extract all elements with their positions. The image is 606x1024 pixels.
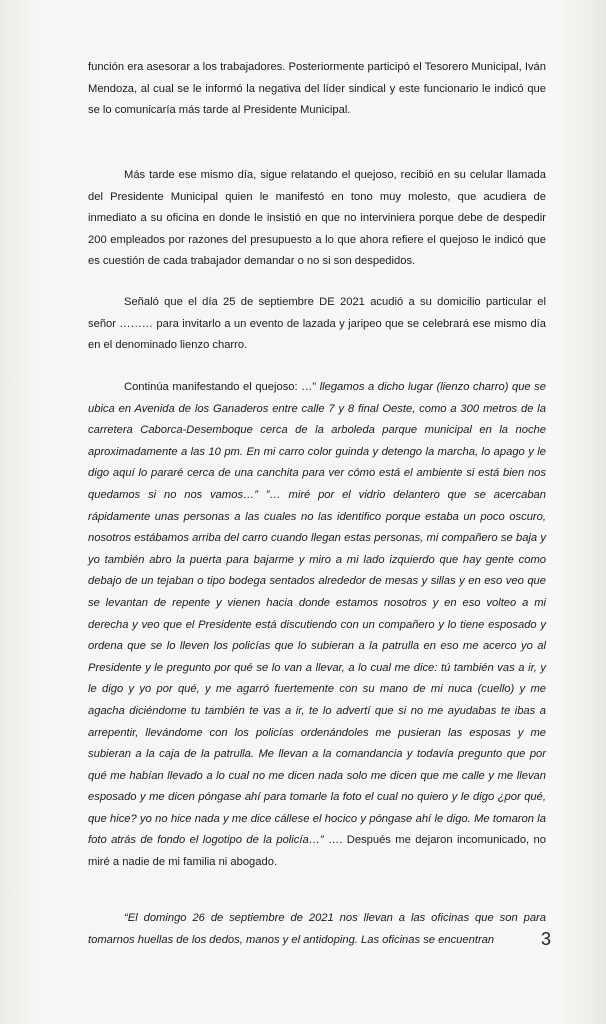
paragraph-4-tail: …. Después me dejaron incomunicado, no miré a nadie de mi familia ni abogado. xyxy=(88,834,547,869)
paragraph-3 xyxy=(88,292,546,357)
paragraph-1-text: función era asesorar a los trabajadores. Posteriormente participó el Tesorero Municipal, Iván Mendoza, al cual se le informó la negativa del líder sindical y este funcionario le indicó que se lo comunicaría más tarde al Presidente Municipal. xyxy=(88,61,546,117)
paragraph-4-lead: Continúa manifestando el quejoso: …” xyxy=(124,381,317,393)
paragraph-3-text: Señaló que el día 25 de septiembre DE 2021 acudió a su domicilio particular el señor ……… para invitarlo a un evento de lazada y jaripeo que se celebrará ese mismo día en el denominado lienzo charro. xyxy=(88,296,546,352)
paragraph-1 xyxy=(88,57,546,122)
paragraph-2 xyxy=(88,165,546,273)
paragraph-5 xyxy=(88,908,546,951)
paragraph-2-text: Más tarde ese mismo día, sigue relatando el quejoso, recibió en su celular llamada del Presidente Municipal quien le manifestó en tono muy molesto, que acudiera de inmediato a su oficina en donde le insistió en que no interviniera porque debe de despedir 200 empleados por razones del presupuesto a lo que ahora refiere el quejoso le indicó que es cuestión de cada trabajador demandar o no si son despedidos. xyxy=(88,169,546,268)
page-number: 3 xyxy=(540,929,551,949)
paragraph-5-text: “El domingo 26 de septiembre de 2021 nos llevan a las oficinas que son para tomarnos huellas de los dedos, manos y el antidoping. Las oficinas se encuentran xyxy=(88,912,546,946)
paragraph-4 xyxy=(88,377,546,874)
paragraph-4-quote: llegamos a dicho lugar (lienzo charro) que se ubica en Avenida de los Ganaderos entre calle 7 y 8 final Oeste, como a 300 metros de la carretera Caborca-Desemboque cerca de la arboleda parque municipal en la noche aproximadamente a las 10 pm. En mi carro color guinda y detengo la marcha, lo apago y le digo aquí lo pararé cerca de una canchita para ver cómo está el ambiente si está bien nos quedamos si no nos vamos…” ”… miré por el vidrio delantero que se acercaban rápidamente unas personas a las cuales no las identifico porque estaba un poco oscuro, nosotros estábamos arriba del carro cuando llegan estas personas, mi compañero se baja y yo también abro la puerta para bajarme y miro a mi lado izquierdo que hay gente como debajo de un tejaban o tipo bodega sentados alrededor de mesas y sillas y en eso veo que se levantan de repente y vienen hacia donde estamos nosotros y en eso volteo a mi derecha y veo que el Presidente está discutiendo con un compañero y lo tiene esposado y ordena que se lo lleven los policías que lo subieran a la patrulla en eso me acerco yo al Presidente y le pregunto por qué se lo van a llevar, a lo cual me dice: tú también vas a ir, y le digo y yo por qué, y me agarró fuertemente con su mano de mi nuca (cuello) y me agacha diciéndome tu también te vas a ir, te lo advertí que si no me ayudabas te ibas a arrepentir, llevándome con los policías ordenándoles me pusieran las esposas y me subieran a la caja de la patrulla. Me llevan a la comandancia y todavía pregunto que por qué me habían llevado a lo cual no me dicen nada solo me dicen que me calle y me llevan esposado y me dicen póngase ahí para tomarle la foto el cual no quiero y le digo ¿por qué, que hice? yo no hice nada y me dice cállese el hocico y póngase ahí le digo. Me tomaron la foto atrás de fondo el logotipo de la policía…” xyxy=(88,381,547,847)
